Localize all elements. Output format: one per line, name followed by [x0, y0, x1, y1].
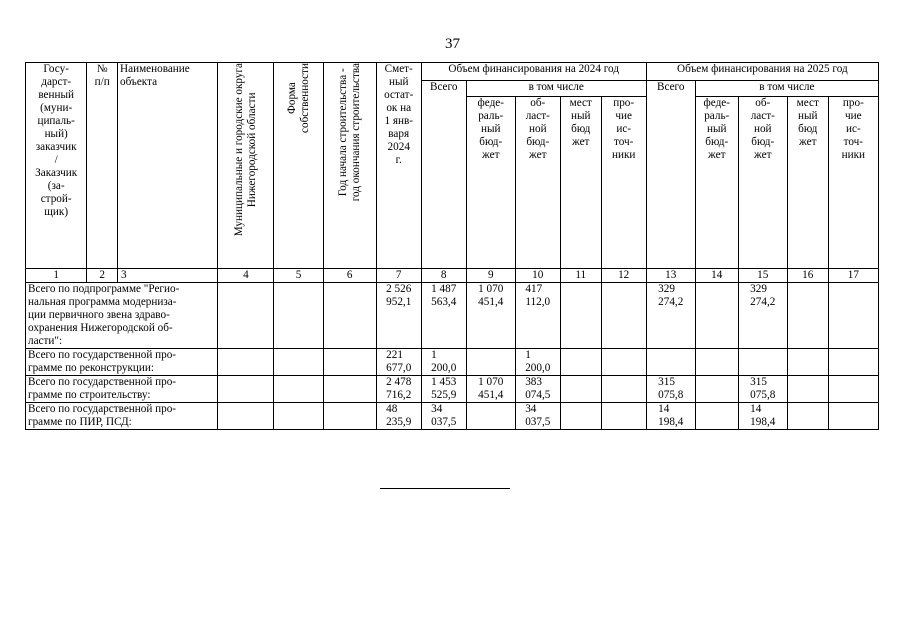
cell-total-2025: 14 198,4 — [646, 403, 695, 430]
header-ownership: Форма собственности — [274, 63, 323, 269]
empty-cell — [274, 283, 323, 349]
cell-federal-2025 — [695, 349, 738, 376]
cell-local-2024 — [560, 376, 601, 403]
page-number: 37 — [445, 36, 460, 52]
cell-remainder: 2 478 716,2 — [376, 376, 421, 403]
empty-cell — [274, 349, 323, 376]
column-number: 15 — [738, 269, 787, 283]
cell-federal-2024 — [466, 403, 515, 430]
cell-federal-2024 — [466, 349, 515, 376]
cell-local-2025 — [787, 349, 828, 376]
header-other-2024: про- чие ис- точ- ники — [601, 97, 646, 269]
cell-regional-2025: 315 075,8 — [738, 376, 787, 403]
header-customer: Госу- дарст- венный (муни- ципаль- ный) заказчик / Заказчик (за- строй- щик) — [26, 63, 87, 269]
cell-regional-2024: 1 200,0 — [515, 349, 560, 376]
cell-total-2025 — [646, 349, 695, 376]
empty-cell — [218, 349, 274, 376]
cell-other-2024 — [601, 283, 646, 349]
header-federal-2025: феде- раль- ный бюд- жет — [695, 97, 738, 269]
cell-other-2024 — [601, 376, 646, 403]
cell-total-2024: 1 487 563,4 — [421, 283, 466, 349]
table-row — [26, 349, 879, 376]
column-number: 2 — [87, 269, 118, 283]
empty-cell — [323, 349, 376, 376]
column-numbers-row — [26, 269, 879, 283]
cell-regional-2024: 34 037,5 — [515, 403, 560, 430]
header-other-2025: про- чие ис- точ- ники — [828, 97, 878, 269]
column-number: 4 — [218, 269, 274, 283]
header-fin-2025: Объем финансирования на 2025 год — [646, 63, 878, 81]
column-number: 7 — [376, 269, 421, 283]
cell-total-2024: 34 037,5 — [421, 403, 466, 430]
cell-total-2025: 315 075,8 — [646, 376, 695, 403]
column-number: 14 — [695, 269, 738, 283]
row-label: Всего по подпрограмме "Регио- нальная программа модерниза- ции первичного звена здраво- охранения Нижегородской об- ласти": — [26, 283, 218, 349]
header-regional-2024: об- ласт- ной бюд- жет — [515, 97, 560, 269]
cell-remainder: 221 677,0 — [376, 349, 421, 376]
empty-cell — [323, 376, 376, 403]
header-local-2024: мест ный бюд жет — [560, 97, 601, 269]
cell-total-2025: 329 274,2 — [646, 283, 695, 349]
empty-cell — [274, 376, 323, 403]
header-including-2024: в том числе — [466, 81, 646, 97]
cell-regional-2025: 14 198,4 — [738, 403, 787, 430]
column-number: 16 — [787, 269, 828, 283]
table-row — [26, 403, 879, 430]
cell-federal-2025 — [695, 403, 738, 430]
column-number: 13 — [646, 269, 695, 283]
cell-federal-2024: 1 070 451,4 — [466, 283, 515, 349]
header-pp: № п/п — [87, 63, 118, 269]
cell-federal-2024: 1 070 451,4 — [466, 376, 515, 403]
cell-local-2025 — [787, 376, 828, 403]
row-label: Всего по государственной про- грамме по ПИР, ПСД: — [26, 403, 218, 430]
column-number: 17 — [828, 269, 878, 283]
empty-cell — [218, 403, 274, 430]
cell-total-2024: 1 453 525,9 — [421, 376, 466, 403]
cell-remainder: 2 526 952,1 — [376, 283, 421, 349]
header-remainder: Смет- ный остат- ок на 1 янв- варя 2024 г. — [376, 63, 421, 269]
column-number: 11 — [560, 269, 601, 283]
cell-remainder: 48 235,9 — [376, 403, 421, 430]
empty-cell — [274, 403, 323, 430]
header-fin-2024: Объем финансирования на 2024 год — [421, 63, 646, 81]
cell-local-2024 — [560, 403, 601, 430]
empty-cell — [323, 283, 376, 349]
cell-local-2025 — [787, 283, 828, 349]
empty-cell — [218, 376, 274, 403]
cell-other-2025 — [828, 403, 878, 430]
header-including-2025: в том числе — [695, 81, 878, 97]
cell-regional-2025 — [738, 349, 787, 376]
cell-regional-2024: 417 112,0 — [515, 283, 560, 349]
header-object-name: Наименование объекта — [118, 63, 218, 269]
cell-regional-2025: 329 274,2 — [738, 283, 787, 349]
column-number: 8 — [421, 269, 466, 283]
empty-cell — [218, 283, 274, 349]
cell-other-2025 — [828, 283, 878, 349]
column-number: 12 — [601, 269, 646, 283]
cell-federal-2025 — [695, 376, 738, 403]
header-local-2025: мест ный бюд жет — [787, 97, 828, 269]
cell-local-2024 — [560, 349, 601, 376]
financing-table — [25, 62, 879, 430]
cell-federal-2025 — [695, 283, 738, 349]
column-number: 5 — [274, 269, 323, 283]
empty-cell — [323, 403, 376, 430]
row-label: Всего по государственной про- грамме по реконструкции: — [26, 349, 218, 376]
cell-regional-2024: 383 074,5 — [515, 376, 560, 403]
column-number: 10 — [515, 269, 560, 283]
cell-local-2024 — [560, 283, 601, 349]
row-label: Всего по государственной про- грамме по строительству: — [26, 376, 218, 403]
cell-other-2024 — [601, 349, 646, 376]
cell-other-2025 — [828, 349, 878, 376]
column-number: 3 — [118, 269, 218, 283]
cell-local-2025 — [787, 403, 828, 430]
header-years: Год начала строительства - год окончания строительства — [323, 63, 376, 269]
header-regional-2025: об- ласт- ной бюд- жет — [738, 97, 787, 269]
footnote-separator — [380, 488, 510, 489]
column-number: 9 — [466, 269, 515, 283]
header-total-2024: Всего — [421, 81, 466, 269]
cell-total-2024: 1 200,0 — [421, 349, 466, 376]
cell-other-2025 — [828, 376, 878, 403]
table-row — [26, 376, 879, 403]
column-number: 6 — [323, 269, 376, 283]
table-row — [26, 283, 879, 349]
header-total-2025: Всего — [646, 81, 695, 269]
cell-other-2024 — [601, 403, 646, 430]
header-municipality: Муниципальные и городские округа Нижегородской области — [218, 63, 274, 269]
column-number: 1 — [26, 269, 87, 283]
header-federal-2024: феде- раль- ный бюд- жет — [466, 97, 515, 269]
